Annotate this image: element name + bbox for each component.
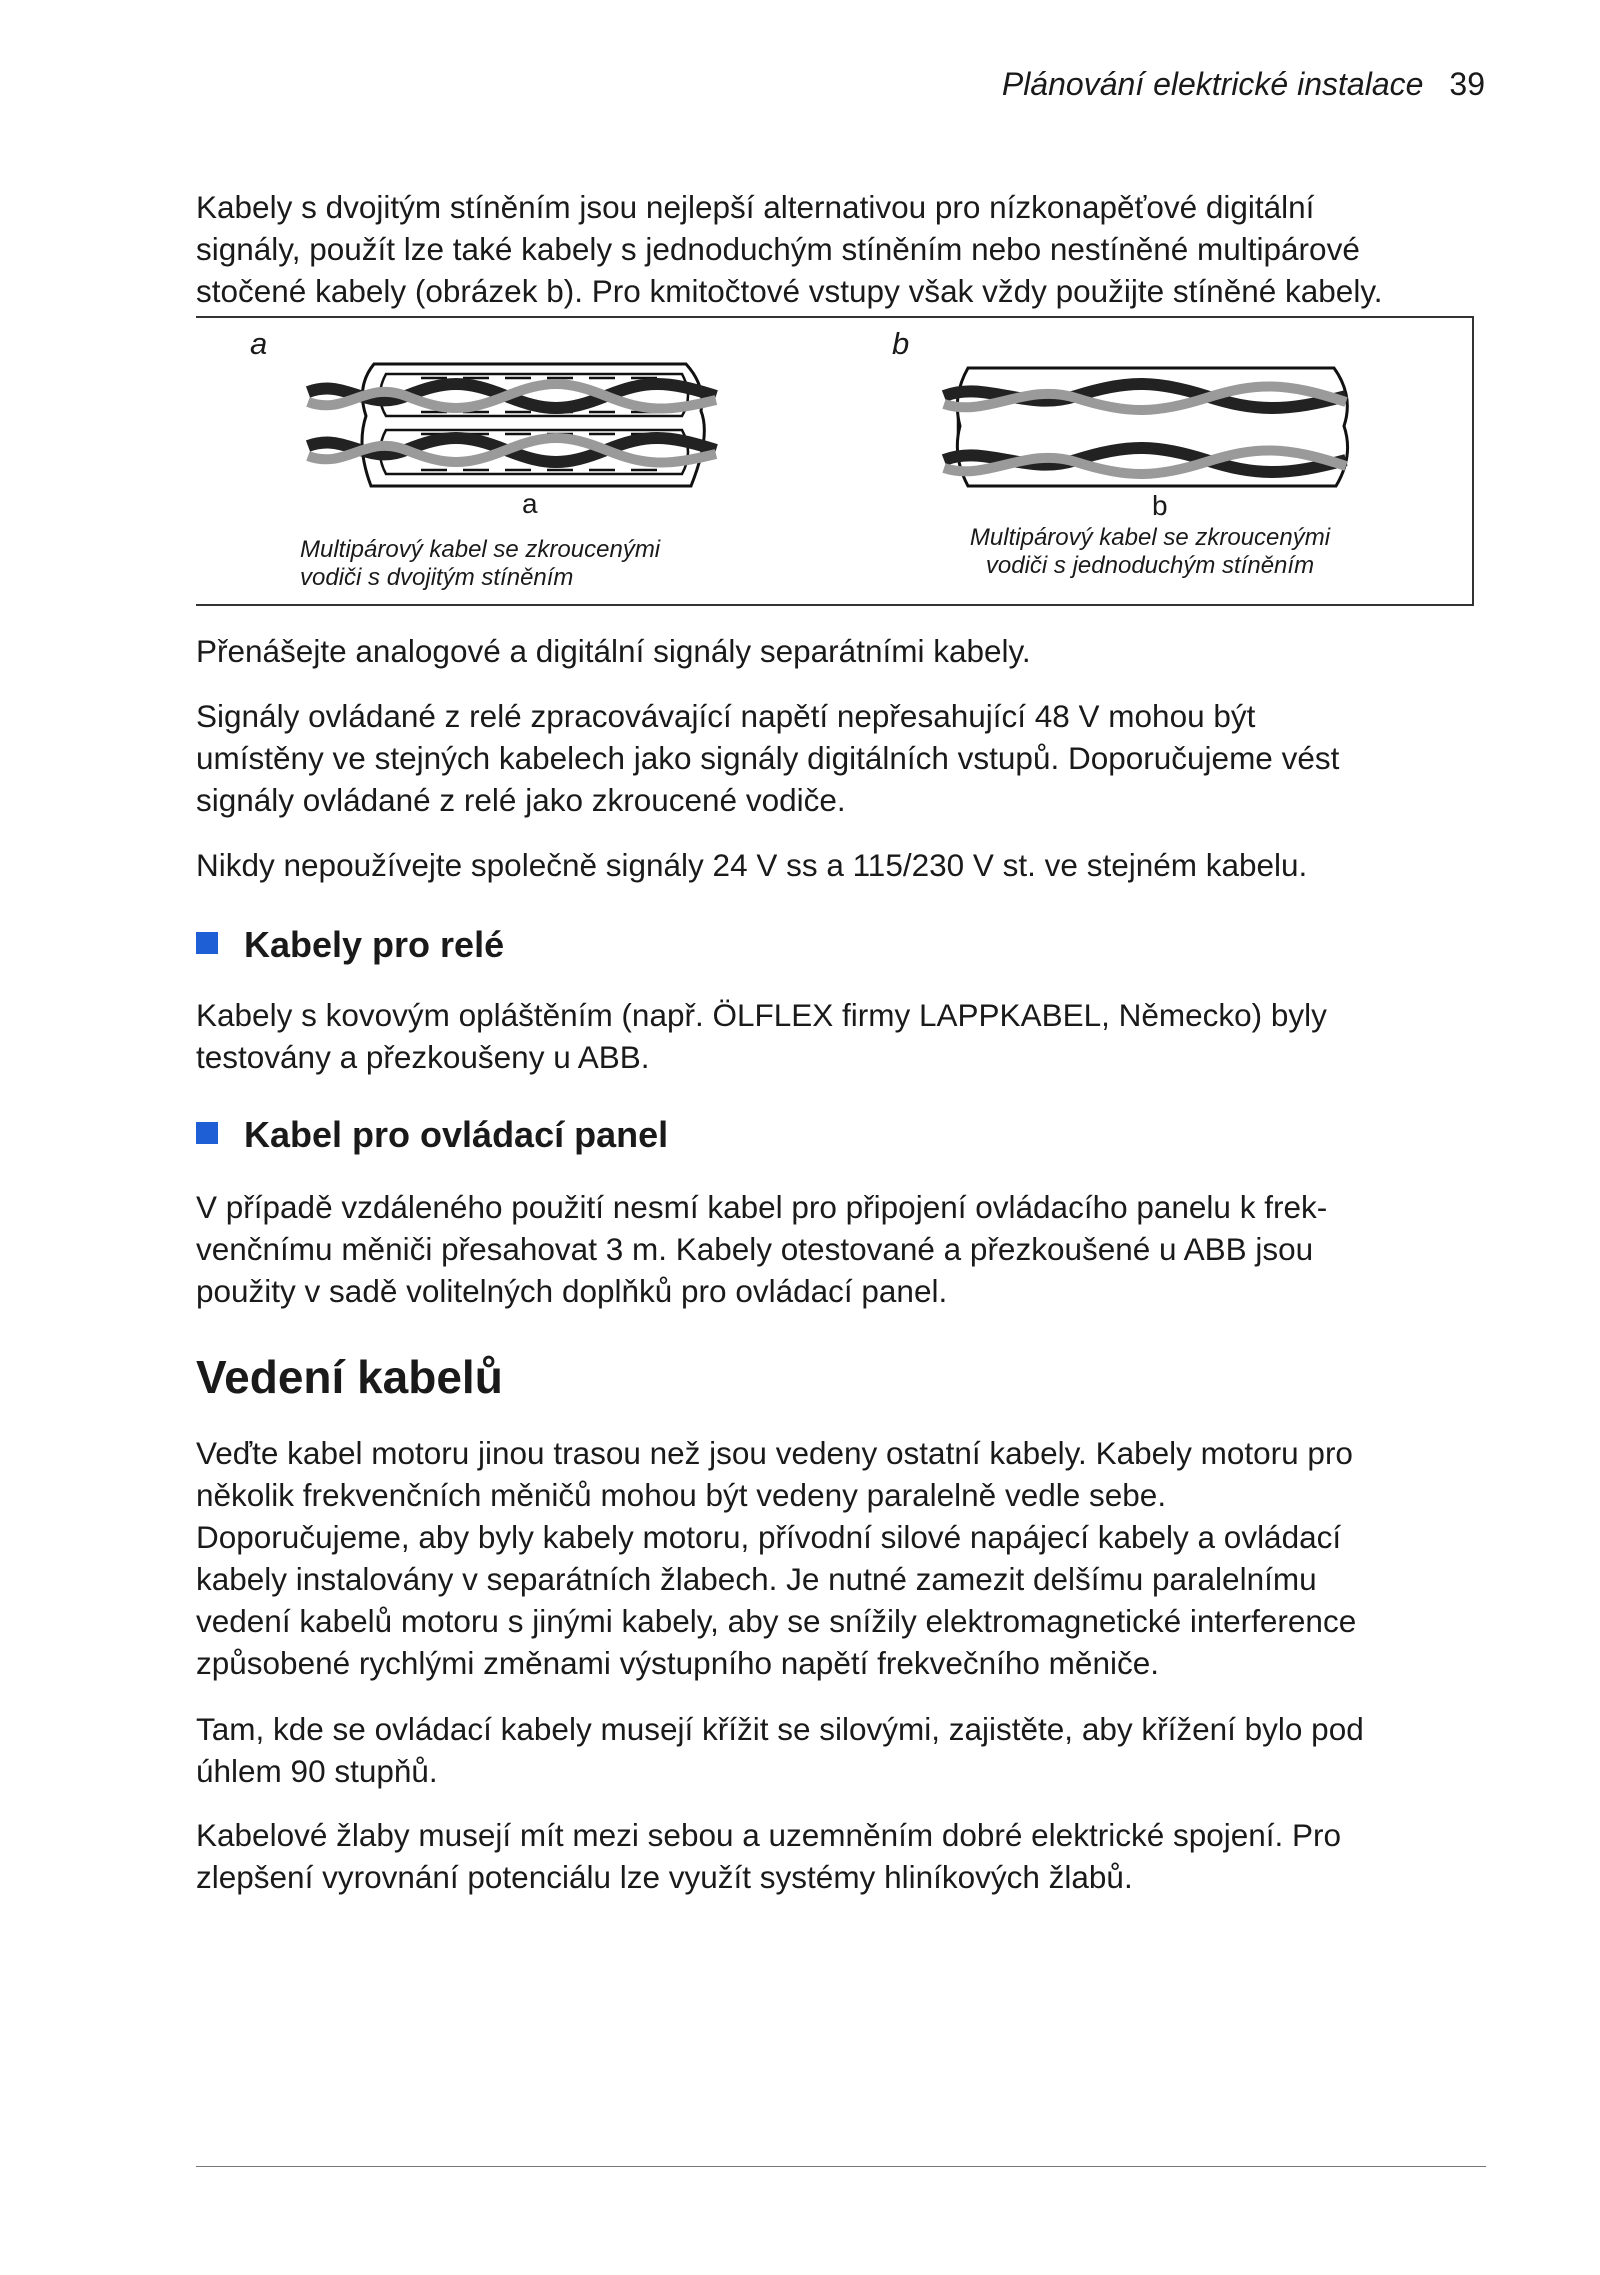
text-line: testovány a přezkoušeny u ABB. [196, 1039, 650, 1075]
cable-a-drawing [308, 364, 716, 486]
caption-line: vodiči s jednoduchým stíněním [985, 552, 1315, 579]
text-line: Doporučujeme, aby byly kabely motoru, přívodní silové napájecí kabely a ovládací [196, 1519, 1342, 1555]
text-line: Tam, kde se ovládací kabely musejí křížit se silovými, zajistěte, aby křížení bylo pod [196, 1711, 1364, 1747]
figure-sublabel-b: b [1152, 490, 1168, 521]
text-line: Přenášejte analogové a digitální signály separátními kabely. [196, 633, 1031, 669]
figure-caption-b [960, 524, 1340, 580]
cable-figure [196, 316, 1474, 606]
figure-label-a: a [250, 326, 268, 361]
text-line: Nikdy nepoužívejte společně signály 24 V ss a 115/230 V st. ve stejném kabelu. [196, 847, 1308, 883]
heading-text: Kabely pro relé [244, 924, 505, 965]
figure-label-b: b [892, 326, 910, 361]
running-header [1002, 66, 1485, 103]
paragraph-voltage-warning [196, 844, 1486, 886]
section-heading-routing: Vedení kabelů [196, 1351, 503, 1403]
section-heading-panel [196, 1114, 668, 1156]
page-number: 39 [1449, 66, 1485, 102]
figure-caption-a [300, 536, 660, 592]
paragraph-relay-signals [196, 695, 1486, 821]
text-line: stočené kabely (obrázek b). Pro kmitočtové vstupy však vždy použijte stíněné kabely. [196, 273, 1383, 309]
text-line: úhlem 90 stupňů. [196, 1753, 438, 1789]
text-line: použity v sadě volitelných doplňků pro ovládací panel. [196, 1273, 948, 1309]
text-line: zlepšení vyrovnání potenciálu lze využít systémy hliníkových žlabů. [196, 1859, 1133, 1895]
paragraph-routing-2 [196, 1708, 1486, 1792]
text-line: několik frekvenčních měničů mohou být vedeny paralelně vedle sebe. [196, 1477, 1167, 1513]
heading-text: Kabel pro ovládací panel [244, 1114, 669, 1155]
text-line: kabely instalovány v separátních žlabech. Je nutné zamezit delšímu paralelnímu [196, 1561, 1317, 1597]
footer-divider [196, 2166, 1486, 2167]
text-line: venčnímu měniči přesahovat 3 m. Kabely otestované a přezkoušené u ABB jsou [196, 1231, 1314, 1267]
paragraph-panel-cable [196, 1186, 1486, 1312]
caption-line: Multipárový kabel se zkroucenými [300, 536, 661, 563]
text-line: signály, použít lze také kabely s jednoduchým stíněním nebo nestíněné multipárové [196, 231, 1360, 267]
caption-line: Multipárový kabel se zkroucenými [969, 524, 1331, 551]
cable-b-drawing [944, 368, 1348, 486]
paragraph-routing-1 [196, 1432, 1486, 1684]
figure-sublabel-a: a [522, 488, 538, 519]
text-line: V případě vzdáleného použití nesmí kabel pro připojení ovládacího panelu k frek- [196, 1189, 1328, 1225]
square-bullet-icon [196, 932, 218, 954]
text-line: způsobené rychlými změnami výstupního napětí frekvečního měniče. [196, 1645, 1159, 1681]
paragraph-routing-3 [196, 1814, 1486, 1898]
text-line: Kabely s dvojitým stíněním jsou nejlepší alternativou pro nízkonapěťové digitální [196, 189, 1315, 225]
paragraph-relay-cables [196, 994, 1486, 1078]
square-bullet-icon [196, 1122, 218, 1144]
text-line: vedení kabelů motoru s jinými kabely, aby se snížily elektromagnetické interference [196, 1603, 1357, 1639]
paragraph-separate-cables [196, 630, 1486, 672]
text-line: signály ovládané z relé jako zkroucené vodiče. [196, 782, 846, 818]
text-line: umístěny ve stejných kabelech jako signály digitálních vstupů. Doporučujeme vést [196, 740, 1340, 776]
caption-line: vodiči s dvojitým stíněním [300, 564, 574, 591]
section-heading-relay [196, 924, 504, 966]
header-title: Plánování elektrické instalace [1001, 66, 1424, 102]
text-line: Signály ovládané z relé zpracovávající napětí nepřesahující 48 V mohou být [196, 698, 1256, 734]
intro-paragraph [196, 186, 1486, 312]
text-line: Kabelové žlaby musejí mít mezi sebou a uzemněním dobré elektrické spojení. Pro [196, 1817, 1342, 1853]
text-line: Kabely s kovovým opláštěním (např. ÖLFLEX firmy LAPPKABEL, Německo) byly [196, 997, 1327, 1033]
text-line: Veďte kabel motoru jinou trasou než jsou vedeny ostatní kabely. Kabely motoru pro [196, 1435, 1353, 1471]
